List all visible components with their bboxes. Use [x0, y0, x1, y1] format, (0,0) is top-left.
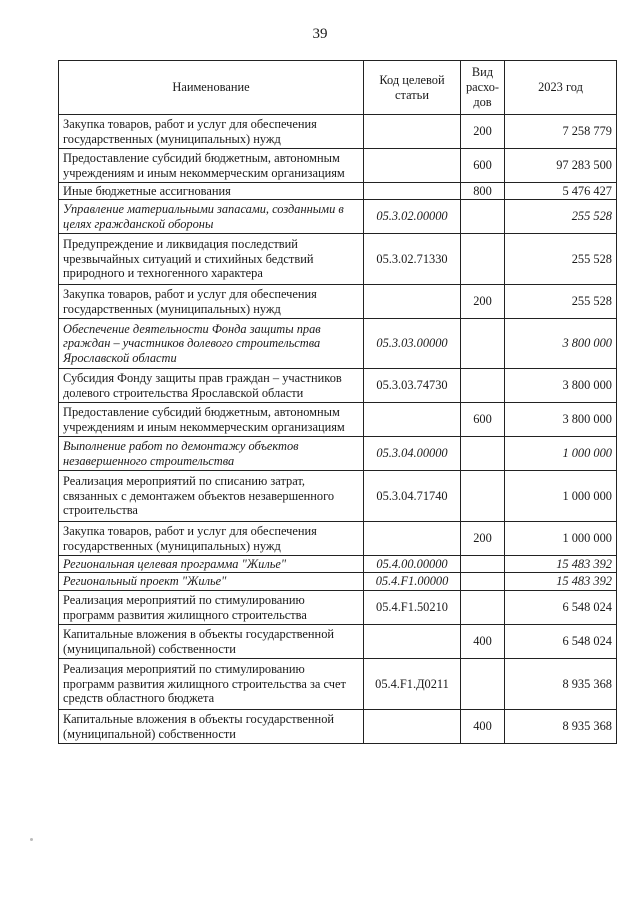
row-code: 05.3.04.71740	[364, 471, 461, 522]
row-expense-type: 200	[461, 115, 505, 149]
table-row	[59, 200, 617, 234]
table-row	[59, 437, 617, 471]
table-row	[59, 319, 617, 369]
row-name: Предоставление субсидий бюджетным, автономным учреждениям и иным некоммерческим организациям	[59, 403, 364, 437]
row-expense-type	[461, 556, 505, 573]
table-row	[59, 471, 617, 522]
row-expense-type	[461, 659, 505, 710]
row-name: Иные бюджетные ассигнования	[59, 183, 364, 200]
table-row	[59, 573, 617, 591]
row-code	[364, 522, 461, 556]
page-number: 39	[312, 26, 328, 42]
row-amount-2023: 5 476 427	[505, 183, 617, 200]
row-code: 05.3.02.00000	[364, 200, 461, 234]
row-amount-2023: 255 528	[505, 285, 617, 319]
row-amount-2023: 1 000 000	[505, 471, 617, 522]
row-expense-type	[461, 319, 505, 369]
row-expense-type: 200	[461, 522, 505, 556]
table-row	[59, 591, 617, 625]
table-row	[59, 115, 617, 149]
row-code	[364, 149, 461, 183]
row-name: Закупка товаров, работ и услуг для обеспечения государственных (муниципальных) нужд	[59, 115, 364, 149]
row-expense-type: 600	[461, 149, 505, 183]
row-code	[364, 625, 461, 659]
table-row	[59, 556, 617, 573]
row-amount-2023: 3 800 000	[505, 403, 617, 437]
row-code: 05.3.02.71330	[364, 234, 461, 285]
row-amount-2023: 6 548 024	[505, 591, 617, 625]
table-row	[59, 659, 617, 710]
header-kind: Вид расхо-дов	[461, 61, 505, 115]
row-name: Капитальные вложения в объекты государственной (муниципальной) собственности	[59, 625, 364, 659]
row-code	[364, 285, 461, 319]
row-amount-2023: 97 283 500	[505, 149, 617, 183]
row-expense-type	[461, 573, 505, 591]
table-row	[59, 285, 617, 319]
scan-dot	[30, 838, 33, 841]
budget-table	[58, 60, 617, 744]
table-row	[59, 183, 617, 200]
table-row	[59, 522, 617, 556]
row-code: 05.3.04.00000	[364, 437, 461, 471]
header-row	[59, 61, 617, 115]
row-expense-type: 200	[461, 285, 505, 319]
row-name: Капитальные вложения в объекты государственной (муниципальной) собственности	[59, 710, 364, 744]
row-amount-2023: 3 800 000	[505, 369, 617, 403]
table-row	[59, 149, 617, 183]
row-name: Выполнение работ по демонтажу объектов незавершенного строительства	[59, 437, 364, 471]
row-name: Реализация мероприятий по стимулированию программ развития жилищного строительства за счет средств областного бюджета	[59, 659, 364, 710]
row-code	[364, 403, 461, 437]
row-code: 05.4.00.00000	[364, 556, 461, 573]
row-amount-2023: 3 800 000	[505, 319, 617, 369]
row-name: Региональная целевая программа "Жилье"	[59, 556, 364, 573]
row-expense-type	[461, 471, 505, 522]
table-row	[59, 234, 617, 285]
row-code: 05.4.F1.00000	[364, 573, 461, 591]
header-name: Наименование	[59, 61, 364, 115]
row-amount-2023: 1 000 000	[505, 437, 617, 471]
row-code	[364, 115, 461, 149]
row-name: Предоставление субсидий бюджетным, автономным учреждениям и иным некоммерческим организациям	[59, 149, 364, 183]
row-expense-type: 600	[461, 403, 505, 437]
row-name: Региональный проект "Жилье"	[59, 573, 364, 591]
table-body	[59, 115, 617, 744]
row-name: Субсидия Фонду защиты прав граждан – участников долевого строительства Ярославской области	[59, 369, 364, 403]
row-name: Предупреждение и ликвидация последствий чрезвычайных ситуаций и стихийных бедствий природного и техногенного характера	[59, 234, 364, 285]
row-name: Реализация мероприятий по списанию затрат, связанных с демонтажем объектов незавершенного строительства	[59, 471, 364, 522]
row-name: Обеспечение деятельности Фонда защиты прав граждан – участников долевого строительства Ярославской области	[59, 319, 364, 369]
table-row	[59, 625, 617, 659]
row-amount-2023: 1 000 000	[505, 522, 617, 556]
row-code: 05.4.F1.50210	[364, 591, 461, 625]
row-amount-2023: 7 258 779	[505, 115, 617, 149]
row-expense-type	[461, 200, 505, 234]
table-row	[59, 710, 617, 744]
row-code: 05.3.03.74730	[364, 369, 461, 403]
row-code	[364, 710, 461, 744]
row-amount-2023: 255 528	[505, 200, 617, 234]
table-row	[59, 403, 617, 437]
row-amount-2023: 255 528	[505, 234, 617, 285]
header-year: 2023 год	[505, 61, 617, 115]
row-expense-type: 400	[461, 710, 505, 744]
row-expense-type: 800	[461, 183, 505, 200]
row-amount-2023: 8 935 368	[505, 710, 617, 744]
row-code: 05.3.03.00000	[364, 319, 461, 369]
row-expense-type	[461, 591, 505, 625]
row-name: Закупка товаров, работ и услуг для обеспечения государственных (муниципальных) нужд	[59, 522, 364, 556]
row-code	[364, 183, 461, 200]
row-name: Управление материальными запасами, созданными в целях гражданской обороны	[59, 200, 364, 234]
row-amount-2023: 8 935 368	[505, 659, 617, 710]
row-amount-2023: 6 548 024	[505, 625, 617, 659]
table-row	[59, 369, 617, 403]
row-expense-type	[461, 369, 505, 403]
row-amount-2023: 15 483 392	[505, 573, 617, 591]
row-amount-2023: 15 483 392	[505, 556, 617, 573]
row-name: Реализация мероприятий по стимулированию программ развития жилищного строительства	[59, 591, 364, 625]
row-expense-type	[461, 234, 505, 285]
row-name: Закупка товаров, работ и услуг для обеспечения государственных (муниципальных) нужд	[59, 285, 364, 319]
header-code: Код целевой статьи	[364, 61, 461, 115]
row-expense-type: 400	[461, 625, 505, 659]
row-code: 05.4.F1.Д0211	[364, 659, 461, 710]
row-expense-type	[461, 437, 505, 471]
